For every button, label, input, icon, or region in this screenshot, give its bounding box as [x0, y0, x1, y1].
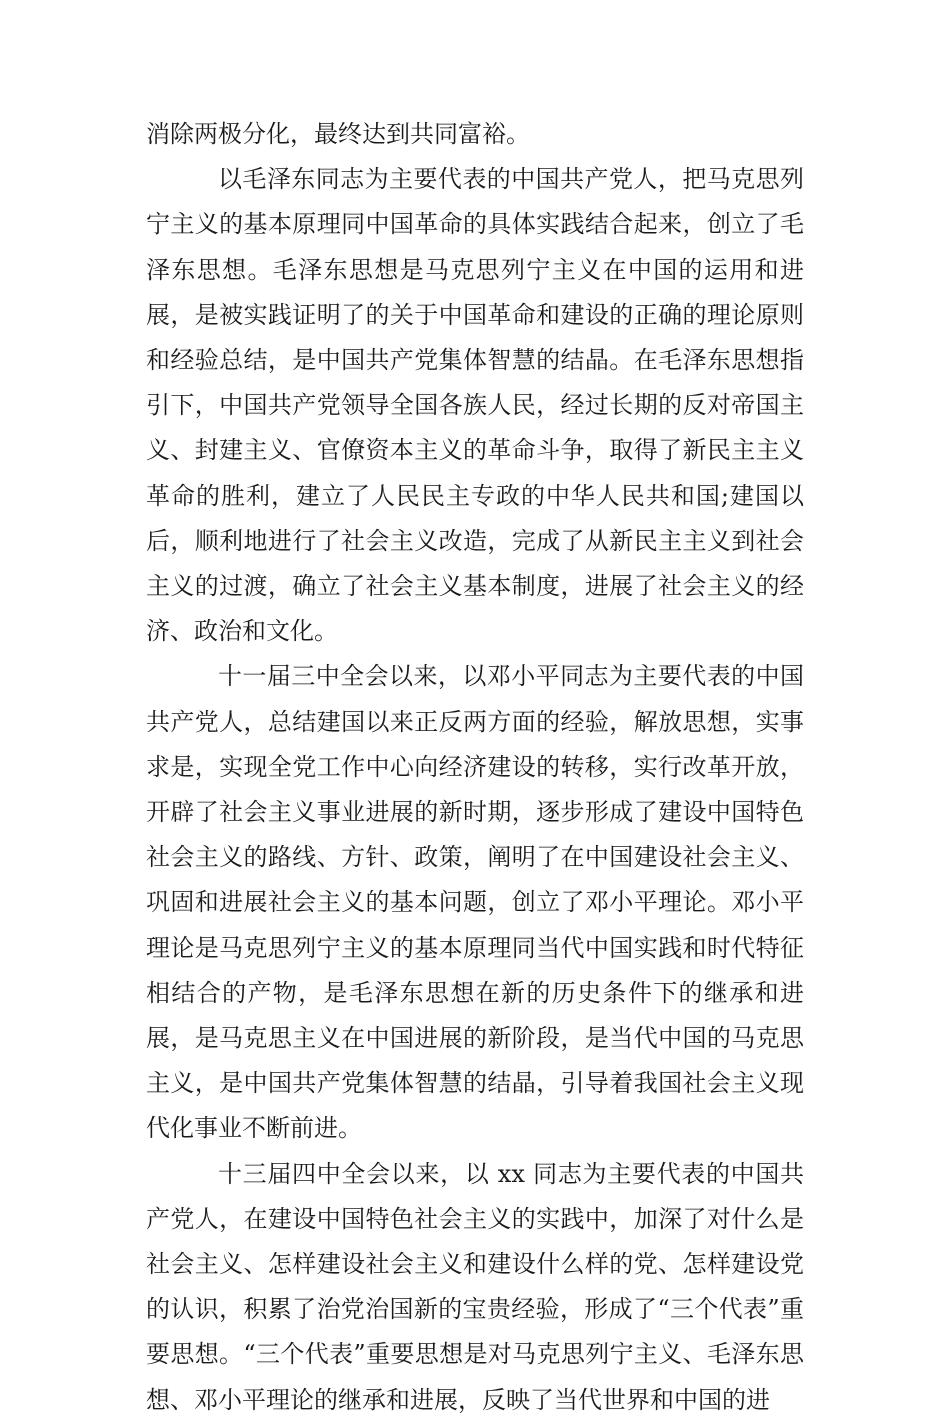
paragraph-three-represents: 十三届四中全会以来，以 xx 同志为主要代表的中国共产党人，在建设中国特色社会主义的实践中，加深了对什么是社会主义、怎样建设社会主义和建设什么样的党、怎样建设党的认识，积累了治党治国新的宝贵经验，形成了“三个代表”重要思想。“三个代表”重要思想是对马克思列宁主义、毛泽东思想、邓小平理论的继承和进展，反映了当代世界和中国的进 — [146, 1159, 804, 1414]
paragraph-continuation: 消除两极分化，最终达到共同富裕。 — [146, 120, 530, 148]
document-page — [146, 112, 804, 1423]
paragraph-mao-zedong-thought: 以毛泽东同志为主要代表的中国共产党人，把马克思列宁主义的基本原理同中国革命的具体实践结合起来，创立了毛泽东思想。毛泽东思想是马克思列宁主义在中国的运用和进展，是被实践证明了的关于中国革命和建设的正确的理论原则和经验总结，是中国共产党集体智慧的结晶。在毛泽东思想指引下，中国共产党领导全国各族人民，经过长期的反对帝国主义、封建主义、官僚资本主义的革命斗争，取得了新民主主义革命的胜利，建立了人民民主专政的中华人民共和国;建国以后，顺利地进行了社会主义改造，完成了从新民主主义到社会主义的过渡，确立了社会主义基本制度，进展了社会主义的经济、政治和文化。 — [146, 165, 804, 646]
paragraph-deng-xiaoping-theory: 十一届三中全会以来，以邓小平同志为主要代表的中国共产党人，总结建国以来正反两方面的经验，解放思想，实事求是，实现全党工作中心向经济建设的转移，实行改革开放，开辟了社会主义事业进展的新时期，逐步形成了建设中国特色社会主义的路线、方针、政策，阐明了在中国建设社会主义、巩固和进展社会主义的基本问题，创立了邓小平理论。邓小平理论是马克思列宁主义的基本原理同当代中国实践和时代特征相结合的产物，是毛泽东思想在新的历史条件下的继承和进展，是马克思主义在中国进展的新阶段，是当代中国的马克思主义，是中国共产党集体智慧的结晶，引导着我国社会主义现代化事业不断前进。 — [146, 662, 804, 1143]
